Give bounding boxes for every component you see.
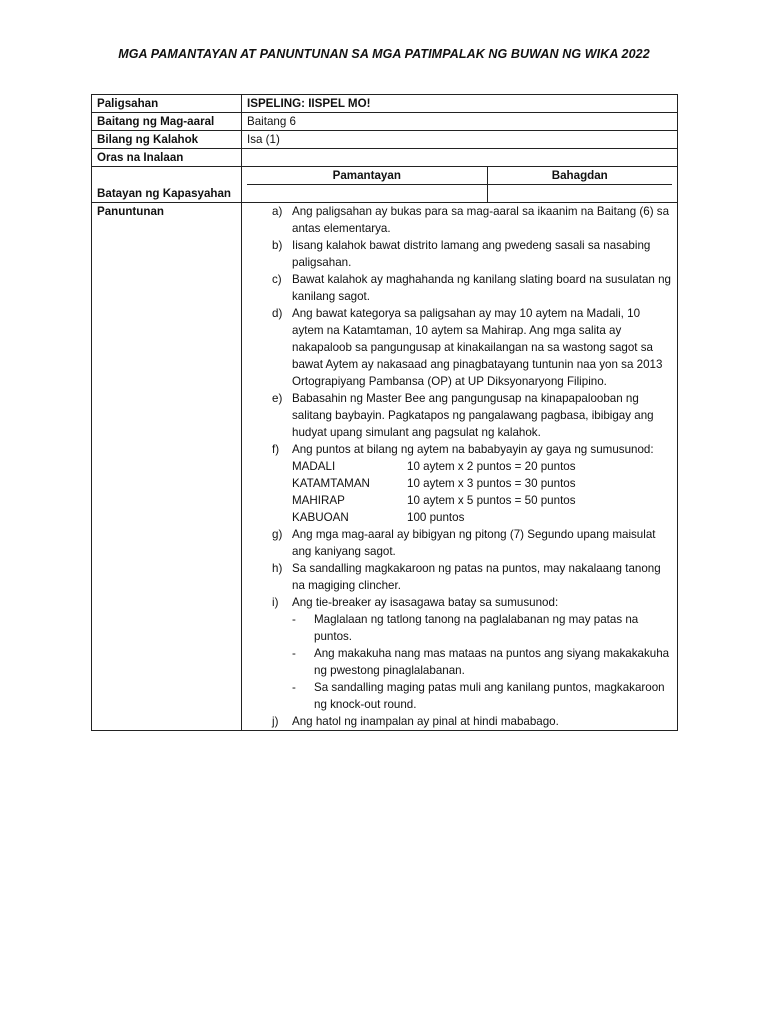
rule-text: Babasahin ng Master Bee ang pangungusap na kinapapalooban ng salitang baybayin. Pagkatapos ng pangalawang pagbasa, ibibigay ang hudyat upang simulant ang pagsulat ng kalahok. (292, 392, 654, 439)
criteria-table (247, 167, 672, 202)
rule-marker: e) (272, 392, 283, 405)
rule-text: Ang tie-breaker ay isasagawa batay sa sumusunod: (292, 596, 559, 609)
list-item (292, 645, 672, 679)
value-oras (242, 149, 678, 167)
label-batayan (92, 167, 242, 203)
points-value: 10 aytem x 3 puntos = 30 puntos (407, 477, 576, 490)
row-kalahok (92, 131, 678, 149)
list-item (247, 441, 672, 526)
value-paligsahan: ISPELING: IISPEL MO! (242, 95, 678, 113)
rule-text: Ang bawat kategorya sa paligsahan ay may 10 aytem na Madali, 10 aytem na Katamtaman, 10 aytem sa Mahirap. Ang mga salita ay nakapaloob sa pangungusap at kinakailangan na sa wastong sagot sa bawat Aytem ay nakasaad ang pinagbatayang tuntunin naa yon sa 2013 Ortograpiyang Pambansa (OP) at UP Diksyonaryong Filipino. (292, 307, 663, 388)
label-batayan-text: Batayan ng Kapasyahan (97, 187, 232, 200)
list-item (247, 560, 672, 594)
sub-dash: - (292, 647, 296, 660)
label-kalahok: Bilang ng Kalahok (92, 131, 242, 149)
list-item (247, 271, 672, 305)
sub-dash: - (292, 681, 296, 694)
list-item (247, 203, 672, 237)
points-value: 10 aytem x 5 puntos = 50 puntos (407, 494, 576, 507)
batayan-grid (242, 167, 678, 203)
sub-text: Ang makakuha nang mas mataas na puntos ang siyang makakakuha ng pwestong pinaglalabanan. (314, 647, 670, 677)
list-item (247, 594, 672, 713)
points-category: MADALI (292, 460, 336, 473)
label-oras: Oras na Inalaan (92, 149, 242, 167)
points-category: KABUOAN (292, 511, 349, 524)
label-baitang: Baitang ng Mag-aaral (92, 113, 242, 131)
label-panuntunan: Panuntunan (92, 203, 242, 731)
rules-table (91, 94, 678, 731)
rule-text: Sa sandalling magkakaroon ng patas na puntos, may nakalaang tanong na magiging clincher. (292, 562, 661, 592)
list-item (247, 713, 672, 730)
sub-text: Sa sandalling maging patas muli ang kanilang puntos, magkakaroon ng knock-out round. (314, 681, 665, 711)
value-baitang: Baitang 6 (242, 113, 678, 131)
list-item (247, 305, 672, 390)
row-oras (92, 149, 678, 167)
rule-text: Ang mga mag-aaral ay bibigyan ng pitong (7) Segundo upang maisulat ang kaniyang sagot. (292, 528, 656, 558)
rule-marker: d) (272, 307, 283, 320)
rule-text: Bawat kalahok ay maghahanda ng kanilang slating board na susulatan ng kanilang sagot. (292, 273, 671, 303)
row-baitang (92, 113, 678, 131)
criteria-empty-row (247, 185, 672, 203)
list-item (247, 526, 672, 560)
rule-marker: i) (272, 596, 279, 609)
list-item (247, 390, 672, 441)
rule-marker: b) (272, 239, 283, 252)
points-value: 100 puntos (407, 511, 465, 524)
criteria-header-row (247, 167, 672, 185)
tiebreaker-list (292, 611, 672, 713)
list-item (247, 237, 672, 271)
rule-marker: j) (272, 715, 279, 728)
sub-text: Maglalaan ng tatlong tanong na paglalabanan ng may patas na puntos. (314, 613, 639, 643)
cell-pamantayan-empty (247, 185, 487, 203)
points-value: 10 aytem x 2 puntos = 20 puntos (407, 460, 576, 473)
header-pamantayan: Pamantayan (332, 169, 401, 182)
page-title: MGA PAMANTAYAN AT PANUNTUNAN SA MGA PATIMPALAK NG BUWAN NG WIKA 2022 (118, 47, 650, 61)
rule-marker: c) (272, 273, 282, 286)
rule-text: Iisang kalahok bawat distrito lamang ang pwedeng sasali sa nasabing paligsahan. (292, 239, 651, 269)
rule-text: Ang paligsahan ay bukas para sa mag-aaral sa ikaanim na Baitang (6) sa antas elementarya. (292, 205, 670, 235)
points-category: KATAMTAMAN (292, 477, 370, 490)
value-panuntunan (242, 203, 678, 731)
row-paligsahan (92, 95, 678, 113)
rule-marker: a) (272, 205, 283, 218)
points-category: MAHIRAP (292, 494, 345, 507)
points-table (292, 458, 672, 526)
rule-text: Ang hatol ng inampalan ay pinal at hindi mababago. (292, 715, 559, 728)
row-batayan (92, 167, 678, 203)
value-kalahok: Isa (1) (242, 131, 678, 149)
cell-bahagdan-empty (487, 185, 672, 203)
rule-marker: f) (272, 443, 280, 456)
header-bahagdan: Bahagdan (487, 167, 672, 185)
sub-dash: - (292, 613, 296, 626)
row-panuntunan (92, 203, 678, 731)
list-item (292, 679, 672, 713)
list-item (292, 611, 672, 645)
rule-marker: h) (272, 562, 283, 575)
rule-marker: g) (272, 528, 283, 541)
rule-text: Ang puntos at bilang ng aytem na bababyayin ay gaya ng sumusunod: (292, 443, 654, 456)
rules-list (247, 203, 672, 730)
label-paligsahan: Paligsahan (92, 95, 242, 113)
